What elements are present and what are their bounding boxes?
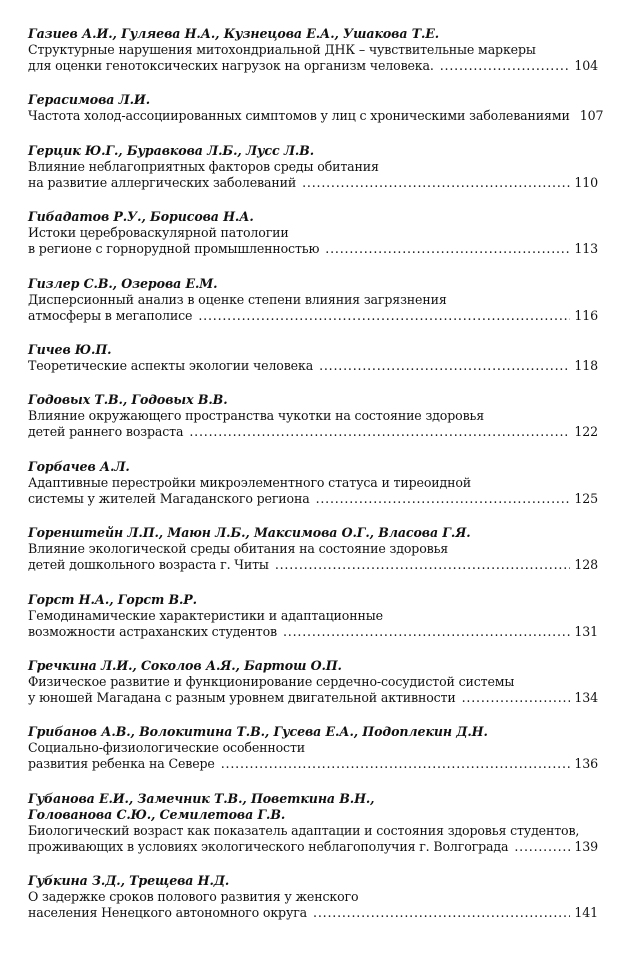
dot-leader <box>221 756 571 772</box>
dot-leader <box>283 624 570 640</box>
entry-title-line: Влияние окружающего пространства чукотки на состояние здоровья <box>28 408 485 424</box>
entry-page-number: 141 <box>574 905 598 921</box>
toc-entry <box>28 658 598 706</box>
entry-title-last-line <box>28 624 598 640</box>
entry-title-last-line <box>28 690 598 706</box>
entry-title-line: Социально-физиологические особенности <box>28 740 306 756</box>
entry-authors: Губанова Е.И., Замечник Т.В., Поветкина В.Н., <box>28 790 375 806</box>
toc-entry <box>28 459 598 507</box>
toc-entry <box>28 209 598 257</box>
entry-authors: Гречкина Л.И., Соколов А.Я., Бартош О.П. <box>28 657 342 673</box>
toc-entry <box>28 724 598 772</box>
entry-title-line: Гемодинамические характеристики и адаптационные <box>28 607 383 623</box>
dot-leader <box>189 424 570 440</box>
entry-title-line: Теоретические аспекты экологии человека <box>28 357 314 373</box>
entry-title-line: развития ребенка на Севере <box>28 756 215 772</box>
entry-title-last-line <box>28 905 598 921</box>
entry-authors: Гизлер С.В., Озерова Е.М. <box>28 275 218 291</box>
dot-leader <box>319 358 570 374</box>
table-of-contents <box>28 26 604 939</box>
entry-title-line: Физическое развитие и функционирование сердечно-сосудистой системы <box>28 673 515 689</box>
entry-title-line: на развитие аллергических заболеваний <box>28 174 297 190</box>
entry-title-line: Биологический возраст как показатель адаптации и состояния здоровья студентов, <box>28 822 580 838</box>
entry-authors: Гибадатов Р.У., Борисова Н.А. <box>28 209 254 225</box>
entry-title-line: Частота холод-ассоциированных симптомов у лиц с хроническими заболеваниями <box>28 108 570 124</box>
toc-entry <box>28 143 598 191</box>
entry-title-last-line <box>28 491 598 507</box>
entry-authors: Герасимова Л.И. <box>28 92 150 108</box>
entry-title-line: Влияние неблагоприятных факторов среды обитания <box>28 158 379 174</box>
dot-leader <box>514 839 570 855</box>
entry-title-last-line <box>28 358 598 374</box>
entry-title-line: Структурные нарушения митохондриальной ДНК – чувствительные маркеры <box>28 42 536 57</box>
toc-entry <box>28 26 598 74</box>
entry-page-number: 136 <box>574 756 598 772</box>
entry-title-last-line <box>28 839 598 855</box>
entry-authors: Горенштейн Л.П., Маюн Л.Б., Максимова О.Г., Власова Г.Я. <box>28 525 471 541</box>
dot-leader <box>275 557 571 573</box>
dot-leader <box>198 308 570 324</box>
entry-title-last-line <box>28 108 604 124</box>
entry-page-number: 107 <box>579 108 604 124</box>
entry-page-number: 134 <box>574 689 598 705</box>
entry-title-line: детей дошкольного возраста г. Читы <box>28 557 269 573</box>
dot-leader <box>440 58 571 74</box>
toc-entry <box>28 276 598 324</box>
entry-page-number: 118 <box>574 357 598 373</box>
entry-title-line: проживающих в условиях экологического неблагополучия г. Волгограда <box>28 838 509 854</box>
entry-title-line: детей раннего возраста <box>28 424 184 440</box>
entry-authors: Грибанов А.В., Волокитина Т.В., Гусева Е.А., Подоплекин Д.Н. <box>28 724 488 740</box>
dot-leader <box>462 690 571 706</box>
toc-entry <box>28 92 604 124</box>
entry-title-last-line <box>28 175 598 191</box>
entry-page-number: 104 <box>574 58 598 73</box>
dot-leader <box>313 905 570 921</box>
toc-entry <box>28 791 598 855</box>
toc-entry <box>28 392 598 440</box>
toc-entry <box>28 342 598 374</box>
entry-page-number: 116 <box>574 307 598 323</box>
dot-leader <box>325 241 570 257</box>
entry-title-line: у юношей Магадана с разным уровнем двигательной активности <box>28 689 456 705</box>
entry-title-last-line <box>28 241 598 257</box>
entry-title-last-line <box>28 308 598 324</box>
entry-title-line: системы у жителей Магаданского региона <box>28 490 310 506</box>
toc-entry <box>28 525 598 573</box>
entry-page-number: 110 <box>574 174 598 190</box>
entry-title-line: населения Ненецкого автономного округа <box>28 905 308 921</box>
entry-authors: Губкина З.Д., Трещева Н.Д. <box>28 873 230 889</box>
entry-page-number: 125 <box>574 490 598 506</box>
entry-title-line: атмосферы в мегаполисе <box>28 307 193 323</box>
entry-title-line: Адаптивные перестройки микроэлементного статуса и тиреоидной <box>28 474 472 490</box>
entry-authors: Горбачев А.Л. <box>28 458 130 474</box>
entry-authors: Газиев А.И., Гуляева Н.А., Кузнецова Е.А., Ушакова Т.Е. <box>28 26 440 41</box>
entry-authors: Герцик Ю.Г., Буравкова Л.Б., Лусс Л.В. <box>28 142 314 158</box>
entry-authors: Голованова С.Ю., Семилетова Г.В. <box>28 806 286 822</box>
entry-authors: Годовых Т.В., Годовых В.В. <box>28 392 228 408</box>
entry-page-number: 128 <box>574 557 598 573</box>
toc-entry <box>28 873 598 921</box>
entry-title-last-line <box>28 58 598 74</box>
entry-title-line: Влияние экологической среды обитания на состояние здоровья <box>28 541 449 557</box>
entry-authors: Гичев Ю.П. <box>28 341 112 357</box>
entry-title-last-line <box>28 557 598 573</box>
dot-leader <box>316 491 571 507</box>
entry-page-number: 131 <box>574 623 598 639</box>
entry-title-line: О задержке сроков полового развития у женского <box>28 889 359 905</box>
entry-page-number: 122 <box>574 424 598 440</box>
entry-title-line: для оценки генотоксических нагрузок на организм человека. <box>28 58 434 73</box>
entry-page-number: 139 <box>574 838 598 854</box>
entry-title-line: Дисперсионный анализ в оценке степени влияния загрязнения <box>28 291 447 307</box>
entry-page-number: 113 <box>574 241 598 257</box>
entry-title-line: возможности астраханских студентов <box>28 623 277 639</box>
entry-title-line: в регионе с горнорудной промышленностью <box>28 241 320 257</box>
entry-authors: Горст Н.А., Горст В.Р. <box>28 591 197 607</box>
entry-title-line: Истоки цереброваскулярной патологии <box>28 225 289 241</box>
dot-leader <box>302 175 570 191</box>
toc-entry <box>28 592 598 640</box>
entry-title-last-line <box>28 756 598 772</box>
entry-title-last-line <box>28 424 598 440</box>
